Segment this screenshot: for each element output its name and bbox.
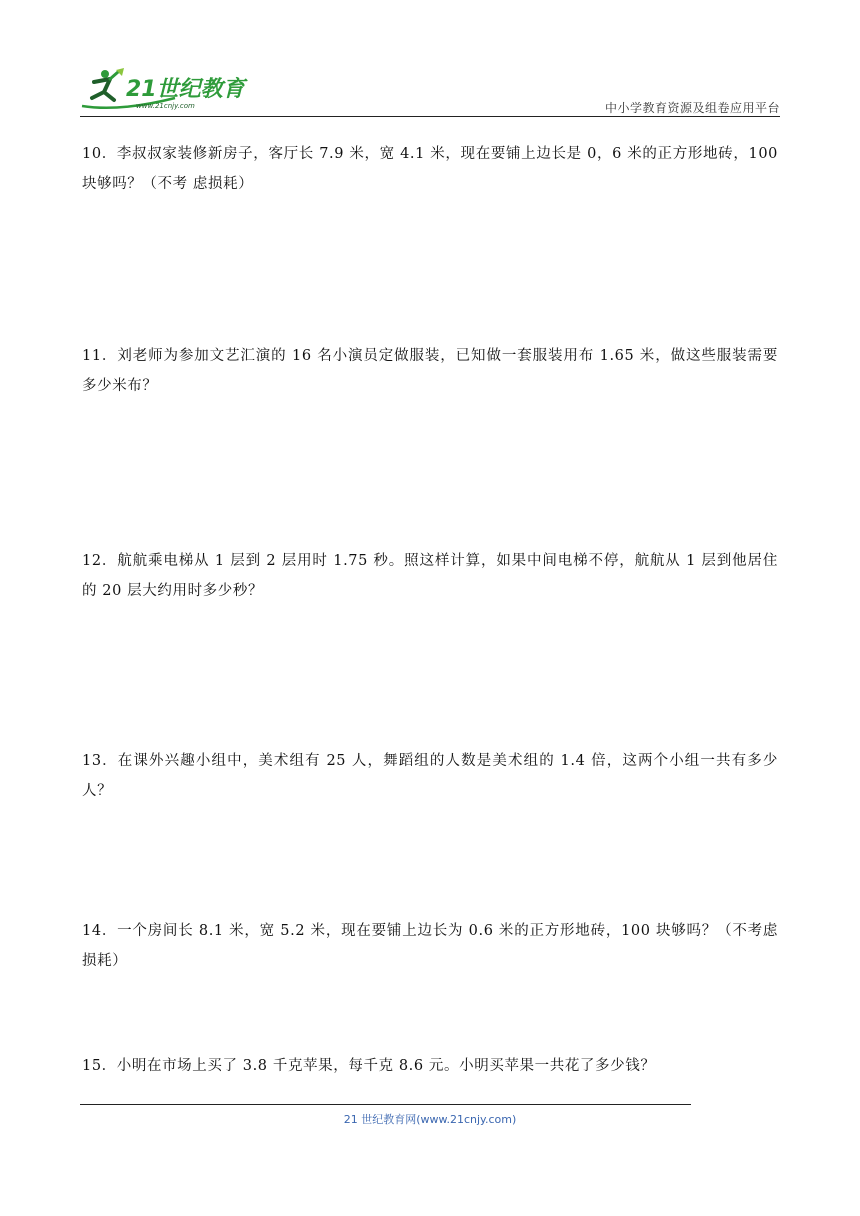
- header-rule: [80, 116, 780, 117]
- header-platform-text: 中小学教育资源及组卷应用平台: [604, 101, 780, 115]
- question-number: 15．: [82, 1058, 117, 1074]
- question-12: [82, 546, 778, 606]
- question-text: 在课外兴趣小组中，美术组有 25 人，舞蹈组的人数是美术组的 1.4 倍，这两个小组一共有多少人？: [82, 753, 778, 799]
- question-number: 14．: [82, 923, 118, 939]
- question-text: 刘老师为参加文艺汇演的 16 名小演员定做服装，已知做一套服装用布 1.65 米，做这些服装需要多少米布？: [82, 348, 778, 394]
- question-15: [82, 1051, 778, 1081]
- question-number: 11．: [82, 348, 118, 364]
- page-header: [80, 66, 780, 118]
- question-text: 航航乘电梯从 1 层到 2 层用时 1.75 秒。照这样计算，如果中间电梯不停，航航从 1 层到他居住的 20 层大约用时多少秒？: [82, 553, 778, 599]
- question-number: 13．: [82, 753, 118, 769]
- question-11: [82, 341, 778, 401]
- logo-21cnjy: [80, 66, 270, 114]
- question-13: [82, 746, 778, 806]
- footer-link[interactable]: 21 世纪教育网(www.21cnjy.com): [343, 1113, 517, 1126]
- footer-rule: [80, 1104, 691, 1105]
- logo-url: www.21cnjy.com: [136, 102, 195, 110]
- question-text: 一个房间长 8.1 米，宽 5.2 米，现在要铺上边长为 0.6 米的正方形地砖，100 块够吗？（不考虑损耗）: [82, 923, 778, 969]
- question-10: [82, 139, 778, 199]
- question-number: 10．: [82, 146, 117, 162]
- question-14: [82, 916, 778, 976]
- question-number: 12．: [82, 553, 118, 569]
- question-text: 李叔叔家装修新房子，客厅长 7.9 米，宽 4.1 米，现在要铺上边长是 0，6 米的正方形地砖，100 块够吗？（不考 虑损耗）: [82, 146, 778, 192]
- question-text: 小明在市场上买了 3.8 千克苹果，每千克 8.6 元。小明买苹果一共花了多少钱？: [116, 1058, 656, 1074]
- runner-icon: [92, 68, 124, 100]
- logo-text: 21世纪教育: [126, 77, 245, 102]
